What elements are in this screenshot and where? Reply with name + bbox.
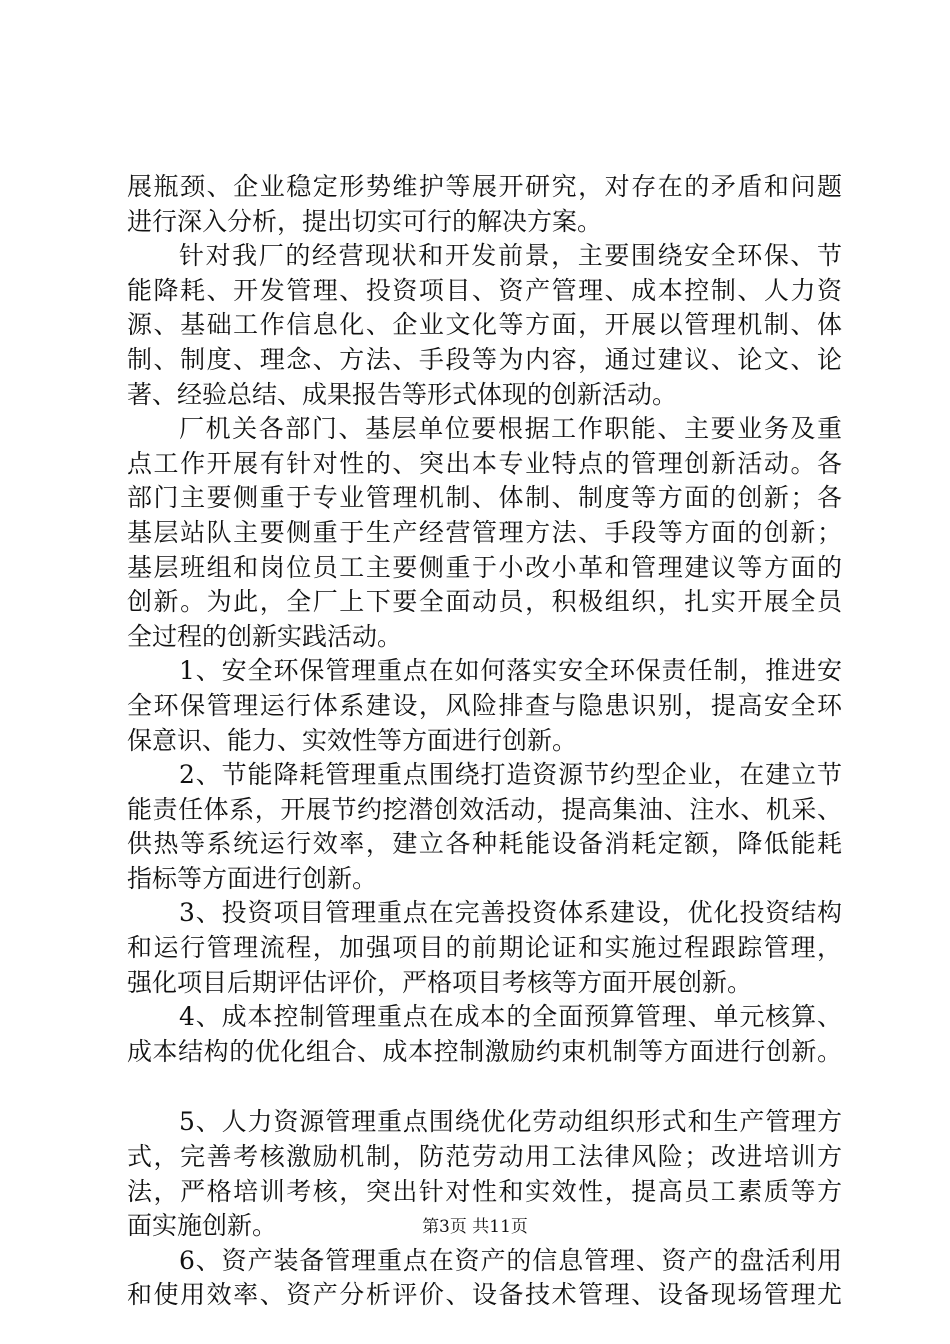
document-body — [127, 170, 842, 1313]
text-line: 基层站队主要侧重于生产经营管理方法、手段等方面的创新； — [127, 517, 842, 547]
text-line: 进行深入分析，提出切实可行的解决方案。 — [127, 206, 603, 236]
paragraph-gap — [127, 1069, 842, 1105]
text-line: 指标等方面进行创新。 — [127, 863, 378, 893]
text-line: 5、人力资源管理重点围绕优化劳动组织形式和生产管理方 — [179, 1107, 842, 1137]
text-line: 能责任体系，开展节约挖潜创效活动，提高集油、注水、机采、 — [127, 794, 842, 824]
text-line: 能降耗、开发管理、投资项目、资产管理、成本控制、人力资 — [127, 275, 842, 305]
text-line: 针对我厂的经营现状和开发前景，主要围绕安全环保、节 — [179, 241, 842, 271]
text-line: 法，严格培训考核，突出针对性和实效性，提高员工素质等方 — [127, 1176, 842, 1206]
text-line: 基层班组和岗位员工主要侧重于小改小革和管理建议等方面的 — [127, 552, 842, 582]
text-line: 和使用效率、资产分析评价、设备技术管理、设备现场管理尤 — [127, 1280, 842, 1310]
text-line: 著、经验总结、成果报告等形式体现的创新活动。 — [127, 379, 678, 409]
text-line: 源、基础工作信息化、企业文化等方面，开展以管理机制、体 — [127, 310, 842, 340]
text-line: 部门主要侧重于专业管理机制、体制、制度等方面的创新；各 — [127, 483, 842, 513]
text-line: 6、资产装备管理重点在资产的信息管理、资产的盘活利用 — [179, 1245, 842, 1275]
text-line: 3、投资项目管理重点在完善投资体系建设，优化投资结构 — [179, 898, 842, 928]
text-line: 和运行管理流程，加强项目的前期论证和实施过程跟踪管理， — [127, 933, 842, 963]
text-line: 强化项目后期评估评价，严格项目考核等方面开展创新。 — [127, 967, 753, 997]
text-line: 全环保管理运行体系建设，风险排查与隐患识别，提高安全环 — [127, 690, 842, 720]
text-line: 4、成本控制管理重点在成本的全面预算管理、单元核算、 — [179, 1002, 842, 1032]
text-line: 1、安全环保管理重点在如何落实安全环保责任制，推进安 — [179, 656, 842, 686]
text-line: 保意识、能力、实效性等方面进行创新。 — [127, 725, 578, 755]
text-block-lower — [127, 1105, 842, 1313]
text-line: 成本结构的优化组合、成本控制激励约束机制等方面进行创新。 — [127, 1036, 842, 1066]
text-line: 厂机关各部门、基层单位要根据工作职能、主要业务及重 — [179, 414, 842, 444]
text-line: 点工作开展有针对性的、突出本专业特点的管理创新活动。各 — [127, 448, 842, 478]
text-block-upper — [127, 170, 842, 1069]
text-line: 供热等系统运行效率，建立各种耗能设备消耗定额，降低能耗 — [127, 829, 842, 859]
text-line: 2、节能降耗管理重点围绕打造资源节约型企业，在建立节 — [179, 760, 842, 790]
text-line: 全过程的创新实践活动。 — [127, 621, 403, 651]
text-line: 制、制度、理念、方法、手段等为内容，通过建议、论文、论 — [127, 344, 842, 374]
text-line: 式，完善考核激励机制，防范劳动用工法律风险；改进培训方 — [127, 1142, 842, 1172]
page-number-footer: 第3页 共11页 — [422, 1217, 528, 1237]
text-line: 面实施创新。 — [127, 1211, 278, 1241]
text-line: 展瓶颈、企业稳定形势维护等展开研究，对存在的矛盾和问题 — [127, 172, 842, 201]
text-line: 创新。为此，全厂上下要全面动员，积极组织，扎实开展全员 — [127, 587, 842, 617]
